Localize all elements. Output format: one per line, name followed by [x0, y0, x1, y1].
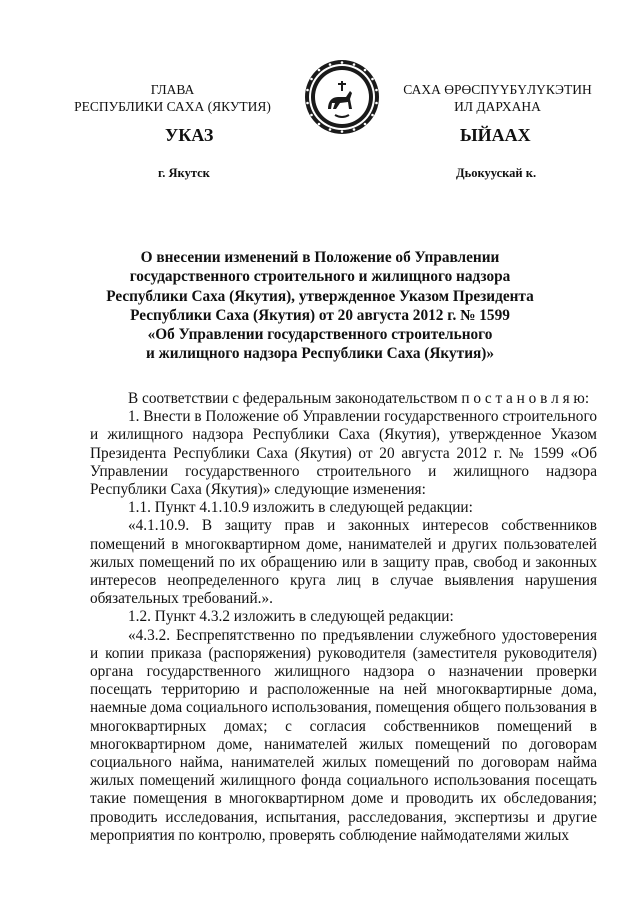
heading-line: О внесении изменений в Положение об Управлении — [140, 249, 500, 266]
header-left-block — [60, 81, 285, 115]
place-right: Дьокуускай к. — [456, 166, 537, 180]
coat-of-arms-icon — [302, 57, 382, 137]
document-body — [90, 390, 597, 845]
title-left: УКАЗ — [165, 125, 214, 145]
body-paragraph: 1.1. Пункт 4.1.10.9 изложить в следующей редакции: — [128, 499, 473, 517]
heading-line: Республики Саха (Якутия) от 20 августа 2012 г. № 1599 — [130, 306, 510, 324]
header-left-line2: РЕСПУБЛИКИ САХА (ЯКУТИЯ) — [74, 99, 271, 114]
heading-line: и жилищного надзора Республики Саха (Якутия)» — [145, 345, 495, 363]
heading-line: Республики Саха (Якутия), утвержденное Указом Президента — [106, 287, 534, 305]
body-paragraph: «4.1.10.9. В защиту прав и законных интересов собственников помещений в многоквартирном доме, нанимателей и других пользователей жилых помещений по их обращению или в защиту прав, свобод и законных интересов неопределенного круга лиц в случае выявления нарушения обязательных требований.». — [90, 517, 597, 608]
header-right-line1: САХА ӨРӨСПҮҮБҮЛҮКЭТИН — [403, 82, 592, 97]
document-heading — [100, 248, 540, 364]
header-right-block — [385, 81, 610, 115]
heading-line: «Об Управлении государственного строительного — [147, 326, 493, 344]
body-paragraph: В соответствии с федеральным законодательством п о с т а н о в л я ю: — [128, 390, 590, 407]
header-left-line1: ГЛАВА — [150, 82, 195, 97]
body-paragraph: 1. Внести в Положение об Управлении государственного строительного и жилищного надзора Республики Саха (Якутия), утвержденное Указом Президента Республики Саха (Якутия) от 20 августа 2012 г. № 1599 «Об Управлении государственного строительного и жилищного надзора Республики Саха (Якутия)» следующие изменения: — [90, 408, 597, 499]
place-left: г. Якутск — [158, 166, 210, 180]
heading-line: государственного строительного и жилищного надзора — [129, 268, 511, 286]
title-right: ЫЙААХ — [460, 125, 531, 145]
header-right-line2: ИЛ ДАРХАНА — [454, 99, 541, 114]
body-paragraph: 1.2. Пункт 4.3.2 изложить в следующей редакции: — [128, 608, 454, 626]
body-paragraph: «4.3.2. Беспрепятственно по предъявлении служебного удостоверения и копии приказа (распоряжения) руководителя (заместителя руководителя) органа государственного жилищного надзора о назначении проверки посещать территорию и расположенные на ней многоквартирные дома, наемные дома социального использования, помещения общего пользования в многоквартирных домах; с согласия собственников помещений в многоквартирном доме, нанимателей жилых помещений по договорам социального найма, нанимателей жилых помещений по договорам найма жилых помещений жилищного фонда социального использования посещать такие помещения в многоквартирном доме и проводить их обследования; проводить исследования, испытания, расследования, экспертизы и другие мероприятия по контролю, проверять соблюдение наймодателями жилых — [90, 626, 597, 844]
